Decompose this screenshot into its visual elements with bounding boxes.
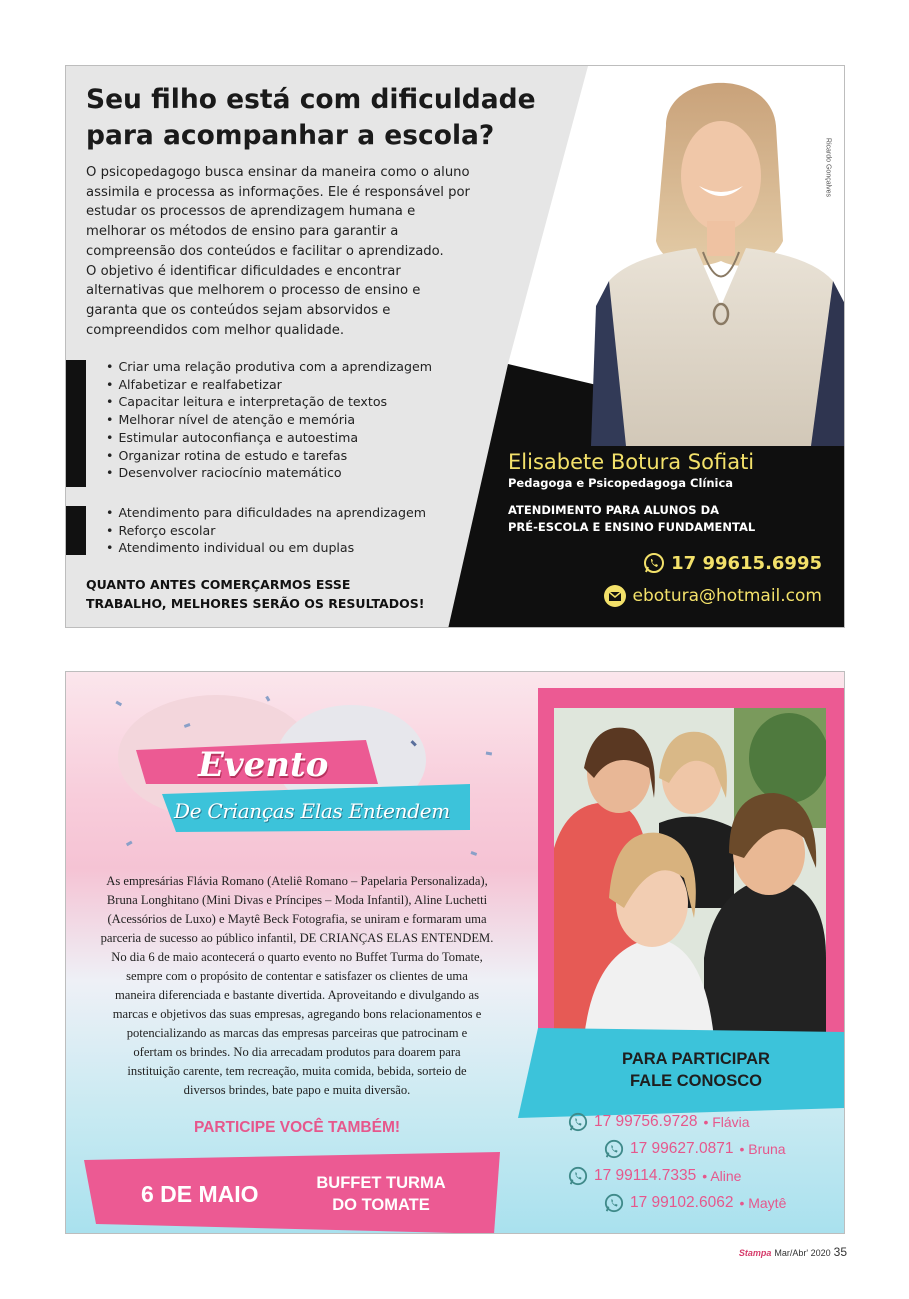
participar-line-2: FALE CONOSCO	[629, 1072, 762, 1090]
email-address: ebotura@hotmail.com	[632, 586, 822, 606]
whatsapp-icon	[604, 1139, 624, 1159]
list-item: • Reforço escolar	[106, 522, 426, 540]
headline-line-2: para acompanhar a escola?	[86, 120, 495, 151]
professional-name: Elisabete Botura Sofiati	[508, 450, 755, 474]
email-contact[interactable]	[603, 584, 822, 608]
intro-line: O psicopedagogo busca ensinar da maneira como o aluno	[86, 165, 470, 180]
list-item: • Criar uma relação produtiva com a aprendizagem	[106, 358, 432, 376]
description-line: parceria de sucesso ao público infantil, DE CRIANÇAS ELAS ENTENDEM.	[100, 931, 494, 945]
intro-line: alternativas que melhorem o processo de ensino e	[86, 283, 421, 299]
list-item: • Alfabetizar e realfabetizar	[106, 376, 432, 394]
list-item: • Capacitar leitura e interpretação de textos	[106, 393, 432, 411]
intro-line: estudar os processos de aprendizagem humana e	[86, 204, 416, 220]
contact-phone: 17 99756.9728	[594, 1113, 698, 1130]
list-accent-bar	[66, 360, 86, 487]
intro-line: melhorar os métodos de ensino para garantir a	[86, 224, 399, 240]
list-item: • Organizar rotina de estudo e tarefas	[106, 447, 432, 465]
venue-line-1: BUFFET TURMA	[316, 1174, 446, 1192]
ad1-headline	[86, 82, 586, 154]
description-line: instituição carente, tem recreação, muita comida, bebida, sorteio de	[127, 1064, 467, 1078]
description-line: No dia 6 de maio acontecerá o quarto evento no Buffet Turma do Tomate,	[111, 950, 483, 964]
audience-line-2: PRÉ-ESCOLA E ENSINO FUNDAMENTAL	[508, 520, 756, 534]
list-item: • Melhorar nível de atenção e memória	[106, 411, 432, 429]
contact-phone: 17 99114.7335	[594, 1167, 697, 1184]
event-ad	[65, 671, 845, 1234]
list-item: • Atendimento para dificuldades na aprendizagem	[106, 504, 426, 522]
magazine-issue: Mar/Abr' 2020	[774, 1248, 831, 1258]
event-description	[80, 872, 514, 1100]
magazine-brand: Stampa	[738, 1248, 772, 1258]
intro-line: compreensão dos conteúdos e facilitar o aprendizado.	[86, 243, 444, 259]
call-to-action: PARTICIPE VOCÊ TAMBÉM!	[193, 1119, 401, 1136]
participar-line-1: PARA PARTICIPAR	[622, 1050, 770, 1068]
photo-credit-text: Ricardo Gonçalves	[824, 137, 832, 198]
contact-row-mayte[interactable]	[604, 1193, 786, 1213]
intro-line: compreendidos com melhor qualidade.	[86, 322, 345, 338]
contact-phone: 17 99627.0871	[630, 1140, 734, 1157]
participar-heading	[576, 1048, 816, 1092]
description-line: (Acessórios de Luxo) e Maytê Beck Fotografia, se uniram e formaram uma	[107, 912, 487, 926]
contact-name: • Maytê	[739, 1195, 787, 1211]
contact-row-aline[interactable]	[568, 1166, 741, 1186]
closing-line-2: TRABALHO, MELHORES SERÃO OS RESULTADOS!	[86, 595, 425, 611]
photo-credit	[818, 134, 832, 214]
whatsapp-icon	[643, 552, 665, 574]
description-line: marcas e objetivos das suas empresas, agregando bons relacionamentos e	[112, 1007, 482, 1021]
closing-statement	[86, 576, 446, 613]
description-line: potencializando as marcas das empresas parceiras que patrocinam e	[126, 1026, 468, 1040]
portrait-photo	[571, 66, 845, 446]
description-line: Bruna Longhitano (Mini Divas e Príncipes – Moda Infantil), Aline Luchetti	[106, 893, 488, 907]
description-line: As empresárias Flávia Romano (Ateliê Romano – Papelaria Personalizada),	[106, 874, 488, 888]
list-item: • Atendimento individual ou em duplas	[106, 539, 426, 557]
headline-line-1: Seu filho está com dificuldade	[86, 84, 536, 115]
intro-line: garanta que os conteúdos sejam absorvidos e	[86, 302, 391, 318]
event-date: 6 DE MAIO	[141, 1181, 259, 1207]
envelope-icon	[603, 584, 627, 608]
whatsapp-icon	[568, 1166, 588, 1186]
description-line: sempre com o propósito de contentar e satisfazer os clientes de uma	[126, 969, 468, 983]
contact-list	[66, 1112, 845, 1232]
contact-row-bruna[interactable]	[604, 1139, 786, 1159]
contact-name: • Aline	[702, 1168, 742, 1184]
ad1-intro	[86, 163, 526, 340]
phone-contact[interactable]	[643, 552, 822, 574]
list-accent-bar	[66, 506, 86, 555]
audience-line-1: ATENDIMENTO PARA ALUNOS DA	[508, 503, 720, 517]
closing-line-1: QUANTO ANTES COMERÇARMOS ESSE	[86, 577, 351, 592]
venue-line-2: DO TOMATE	[332, 1196, 430, 1214]
contact-phone: 17 99102.6062	[630, 1194, 734, 1211]
description-line: maneira diferenciada e bastante divertida. Aproveitando e divulgando as	[114, 988, 480, 1002]
list-item: • Estimular autoconfiança e autoestima	[106, 429, 432, 447]
phone-number: 17 99615.6995	[671, 552, 822, 574]
page-number: 35	[833, 1245, 847, 1259]
description-line: ofertam os brindes. No dia arrecadam produtos para doarem para	[133, 1045, 461, 1059]
contact-name: • Bruna	[739, 1141, 786, 1157]
services-list-2	[106, 504, 426, 557]
contact-row-flavia[interactable]	[568, 1112, 750, 1132]
whatsapp-icon	[604, 1193, 624, 1213]
group-photo	[554, 708, 826, 1038]
audience-info	[508, 502, 755, 536]
services-list-1	[106, 358, 432, 482]
event-title: Evento	[198, 745, 329, 785]
whatsapp-icon	[568, 1112, 588, 1132]
event-subtitle: De Crianças Elas Entendem	[174, 799, 450, 823]
professional-role: Pedagoga e Psicopedagoga Clínica	[508, 476, 734, 490]
intro-line: assimila e processa as informações. Ele é responsável por	[86, 184, 470, 200]
psychopedagogy-ad	[65, 65, 845, 628]
list-item: • Desenvolver raciocínio matemático	[106, 464, 432, 482]
intro-line: O objetivo é identificar dificuldades e encontrar	[86, 263, 401, 279]
description-line: diversos brindes, bate papo e muita diversão.	[183, 1083, 411, 1097]
page-folio	[739, 1245, 847, 1259]
contact-name: • Flávia	[703, 1114, 750, 1130]
